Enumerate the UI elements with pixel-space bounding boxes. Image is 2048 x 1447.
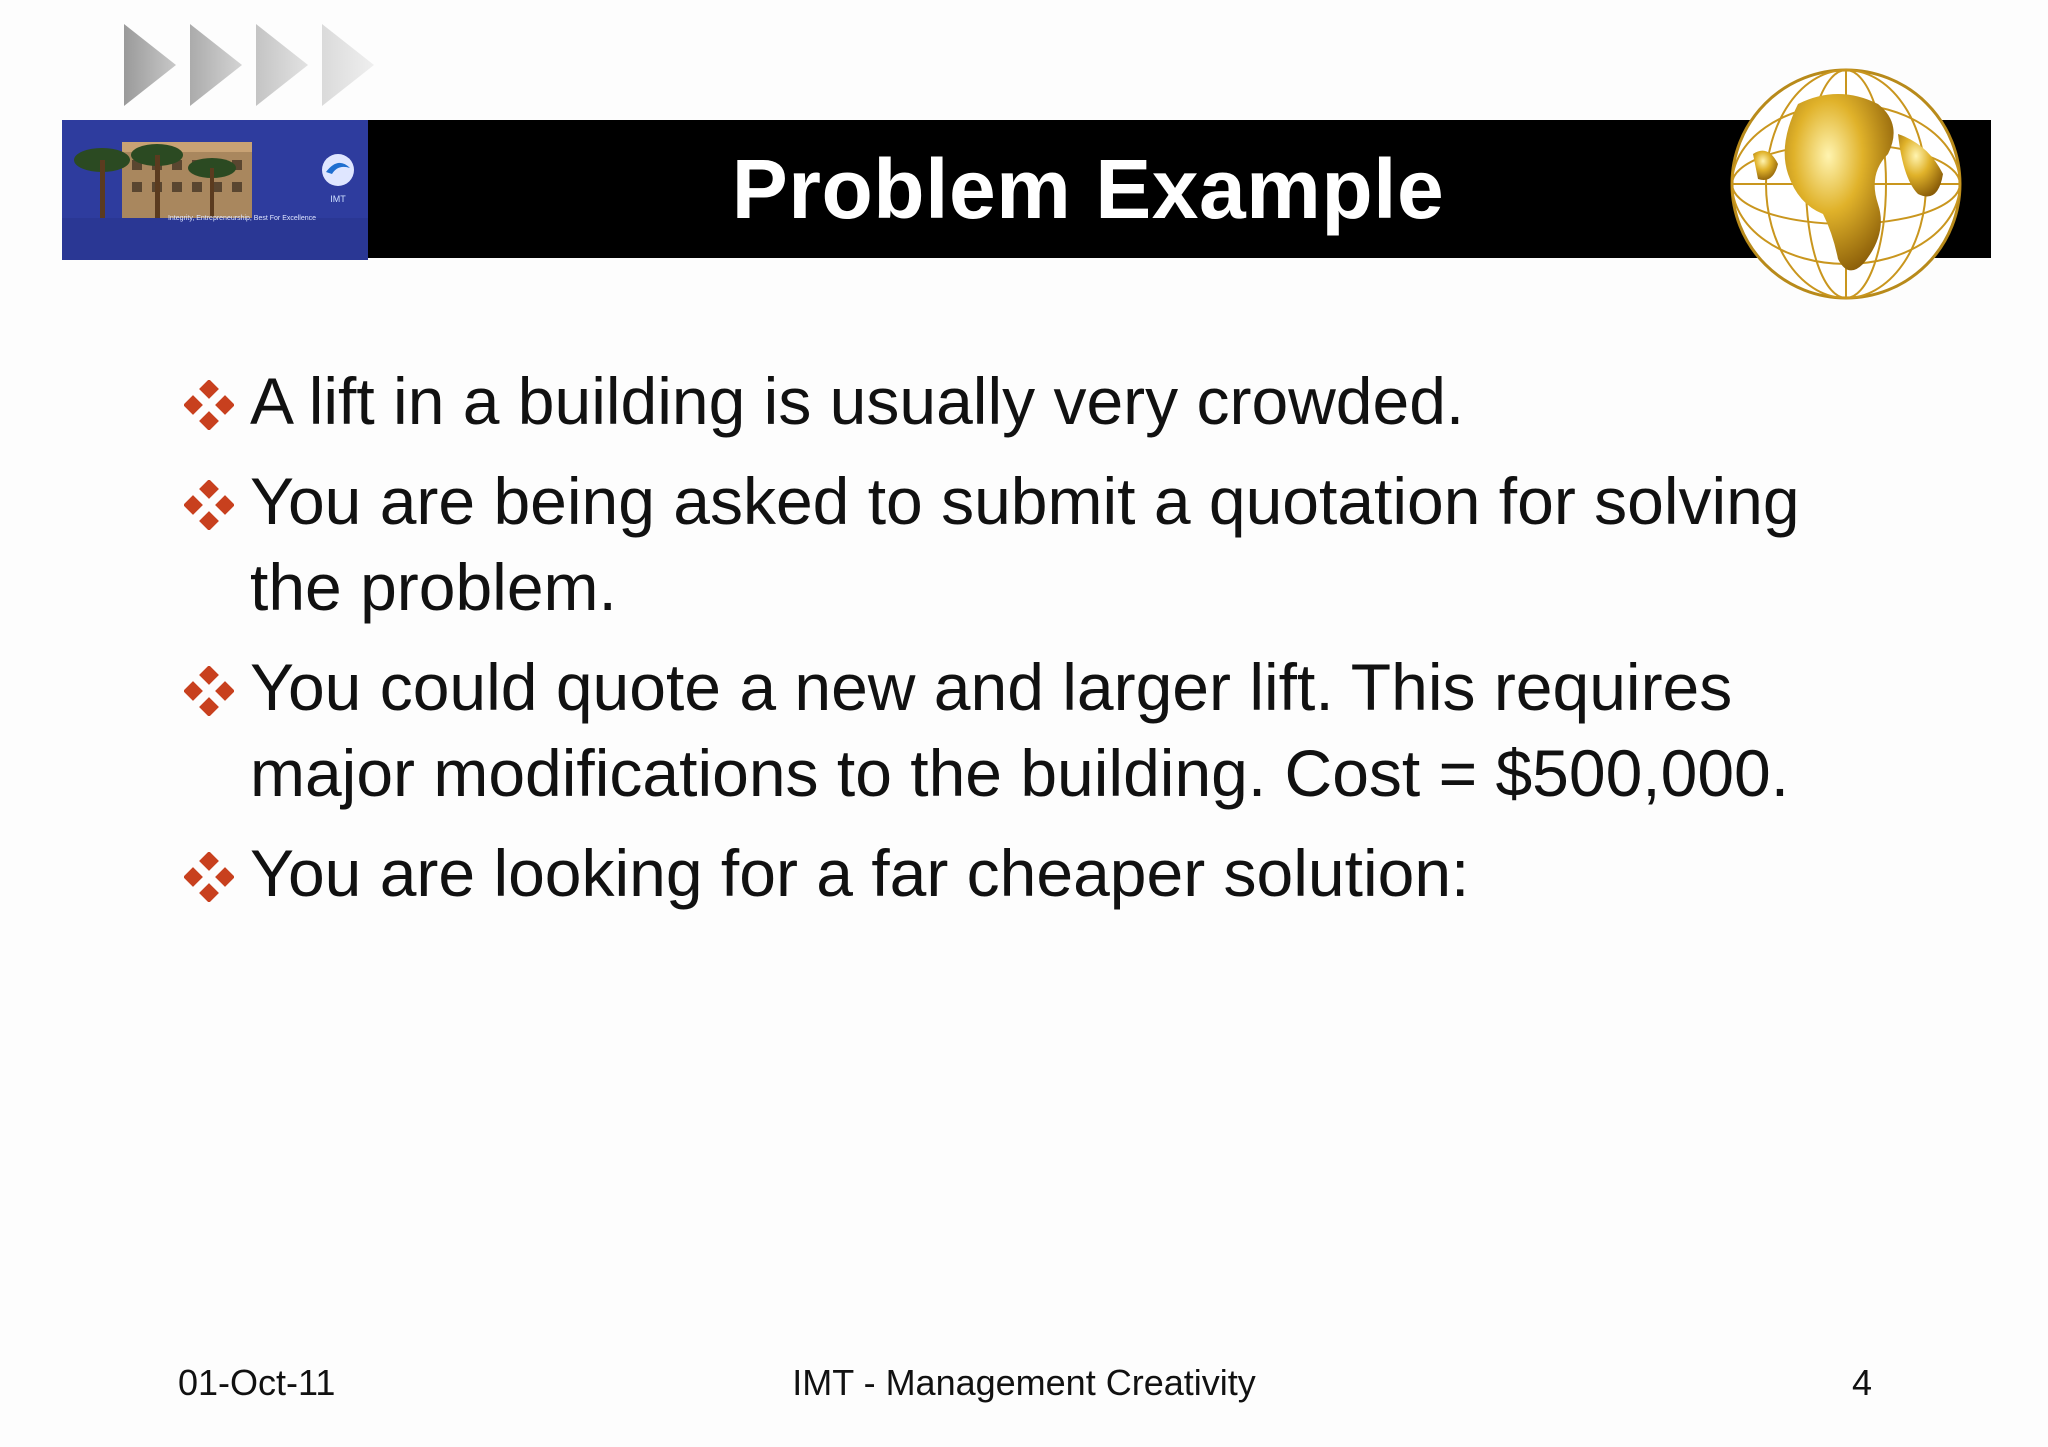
bullet-text: You are being asked to submit a quotation for solving the problem.: [250, 464, 1800, 624]
footer-date: 01-Oct-11: [178, 1362, 336, 1403]
footer-title: IMT - Management Creativity: [792, 1362, 1256, 1403]
logo-tagline: Integrity, Entrepreneurship, Best For Excellence: [167, 215, 317, 222]
bullet-list: [180, 358, 1880, 930]
diamond-bullet-icon: [184, 380, 234, 430]
svg-text:IMT: IMT: [330, 194, 346, 204]
globe-icon: [1728, 64, 1964, 304]
decorative-arrows: [124, 24, 374, 106]
list-item: [180, 358, 1880, 444]
arrow-right-icon: [322, 24, 374, 106]
diamond-bullet-icon: [184, 480, 234, 530]
bullet-text: A lift in a building is usually very crowded.: [250, 364, 1465, 438]
arrow-right-icon: [124, 24, 176, 106]
arrow-right-icon: [190, 24, 242, 106]
arrow-right-icon: [256, 24, 308, 106]
list-item: [180, 830, 1880, 916]
list-item: [180, 644, 1880, 816]
page-number: 4: [1851, 1362, 1872, 1403]
slide-title: Problem Example: [731, 141, 1445, 236]
diamond-bullet-icon: [184, 666, 234, 716]
bullet-text: You could quote a new and larger lift. This requires major modifications to the building. Cost = $500,000.: [250, 650, 1790, 810]
list-item: [180, 458, 1880, 630]
diamond-bullet-icon: [184, 852, 234, 902]
bullet-text: You are looking for a far cheaper solution:: [250, 836, 1470, 910]
institute-logo: [62, 120, 368, 260]
